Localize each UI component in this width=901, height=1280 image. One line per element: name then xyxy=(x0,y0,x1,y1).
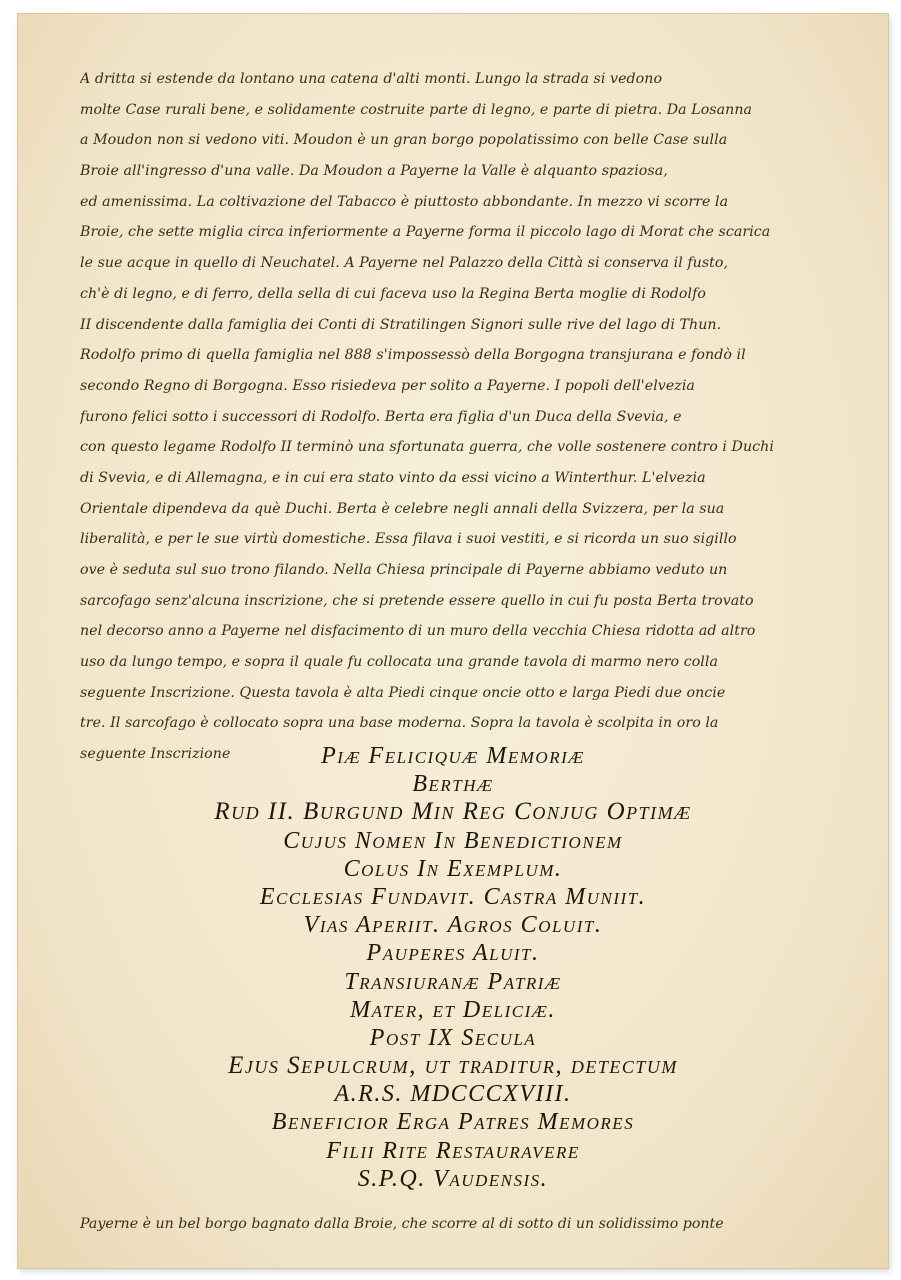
prose-line: secondo Regno di Borgogna. Esso risiedeva per solito a Payerne. I popoli dell'elvezia xyxy=(80,377,695,394)
prose-line: ed amenissima. La coltivazione del Tabacco è piuttosto abbondante. In mezzo vi scorre la xyxy=(80,193,729,210)
inscription-line: Beneficior Erga Patres Memores xyxy=(271,1109,635,1136)
inscription-line: Ejus Sepulcrum, ut traditur, detectum xyxy=(228,1052,678,1080)
prose-line: A dritta si estende da lontano una catena d'alti monti. Lungo la strada si vedono xyxy=(80,71,663,87)
inscription-line: Mater, et Deliciæ. xyxy=(350,996,556,1023)
inscription-line: Filii Rite Restauravere xyxy=(326,1137,580,1164)
inscription-line: Rud II. Burgund Min Reg Conjug Optimæ xyxy=(214,798,692,826)
prose-line: seguente Inscrizione xyxy=(80,746,231,763)
prose-line: furono felici sotto i successori di Rodolfo. Berta era figlia d'un Duca della Svevia, e xyxy=(80,408,682,425)
inscription-line: Post IX Secula xyxy=(369,1024,537,1051)
inscription-line: Vias Aperiit. Agros Coluit. xyxy=(303,912,603,939)
prose-line: molte Case rurali bene, e solidamente costruite parte di legno, e parte di pietra. Da Losanna xyxy=(80,101,753,118)
prose-line: tre. Il sarcofago è collocato sopra una base moderna. Sopra la tavola è scolpita in oro la xyxy=(80,715,719,732)
prose-line: sarcofago senz'alcuna inscrizione, che si pretende essere quello in cui fu posta Berta trovato xyxy=(80,592,754,609)
prose-line: uso da lungo tempo, e sopra il quale fu collocata una grande tavola di marmo nero colla xyxy=(80,654,718,671)
prose-line: liberalità, e per le sue virtù domestiche. Essa filava i suoi vestiti, e si ricorda un suo sigillo xyxy=(80,531,737,548)
prose-line: a Moudon non si vedono viti. Moudon è un gran borgo popolatissimo con belle Case sulla xyxy=(80,132,728,149)
inscription-line: Berthæ xyxy=(412,771,494,798)
inscription-line: Piæ Feliciquæ Memoriæ xyxy=(321,743,585,769)
inscription-line: Cujus Nomen In Benedictionem xyxy=(283,827,623,854)
inscription-line: Ecclesias Fundavit. Castra Muniit. xyxy=(259,883,647,910)
inscription-line: Transiuranæ Patriæ xyxy=(344,968,562,995)
prose-line: seguente Inscrizione. Questa tavola è alta Piedi cinque oncie otto e larga Piedi due oncie xyxy=(80,684,726,701)
prose-line: ch'è di legno, e di ferro, della sella di cui faceva uso la Regina Berta moglie di Rodolfo xyxy=(80,285,706,302)
prose-line: con questo legame Rodolfo II terminò una sfortunata guerra, che volle sostenere contro i Duchi xyxy=(80,439,774,456)
prose-line: le sue acque in quello di Neuchatel. A Payerne nel Palazzo della Città si conserva il fusto, xyxy=(80,255,729,272)
closing-line: Payerne è un bel borgo bagnato dalla Broie, che scorre al di sotto di un solidissimo ponte xyxy=(80,1216,724,1232)
epitaph-inscription xyxy=(18,742,888,1193)
prose-line: II discendente dalla famiglia dei Conti di Stratilingen Signori sulle rive del lago di Thun. xyxy=(80,316,722,333)
prose-line: Broie all'ingresso d'una valle. Da Moudon a Payerne la Valle è alquanto spaziosa, xyxy=(80,163,668,180)
prose-line: Broie, che sette miglia circa inferiormente a Payerne forma il piccolo lago di Morat che scarica xyxy=(80,224,771,241)
prose-line: Orientale dipendeva da què Duchi. Berta è celebre negli annali della Svizzera, per la sua xyxy=(80,500,725,517)
prose-line: ove è seduta sul suo trono filando. Nella Chiesa principale di Payerne abbiamo veduto un xyxy=(80,562,728,578)
inscription-line: Pauperes Aluit. xyxy=(366,940,540,967)
prose-line: di Svevia, e di Allemagna, e in cui era stato vinto da essi vicino a Winterthur. L'elvezia xyxy=(80,469,706,486)
manuscript-page xyxy=(18,14,888,1268)
prose-line: Rodolfo primo di quella famiglia nel 888 s'impossessò della Borgogna transjurana e fondò il xyxy=(80,347,746,364)
inscription-line: S.P.Q. Vaudensis. xyxy=(357,1165,549,1192)
prose-text xyxy=(80,64,880,770)
prose-line: nel decorso anno a Payerne nel disfacimento di un muro della vecchia Chiesa ridotta ad altro xyxy=(80,623,756,640)
inscription-line: A.R.S. MDCCCXVIII. xyxy=(334,1081,572,1108)
inscription-line: Colus In Exemplum. xyxy=(343,855,563,882)
